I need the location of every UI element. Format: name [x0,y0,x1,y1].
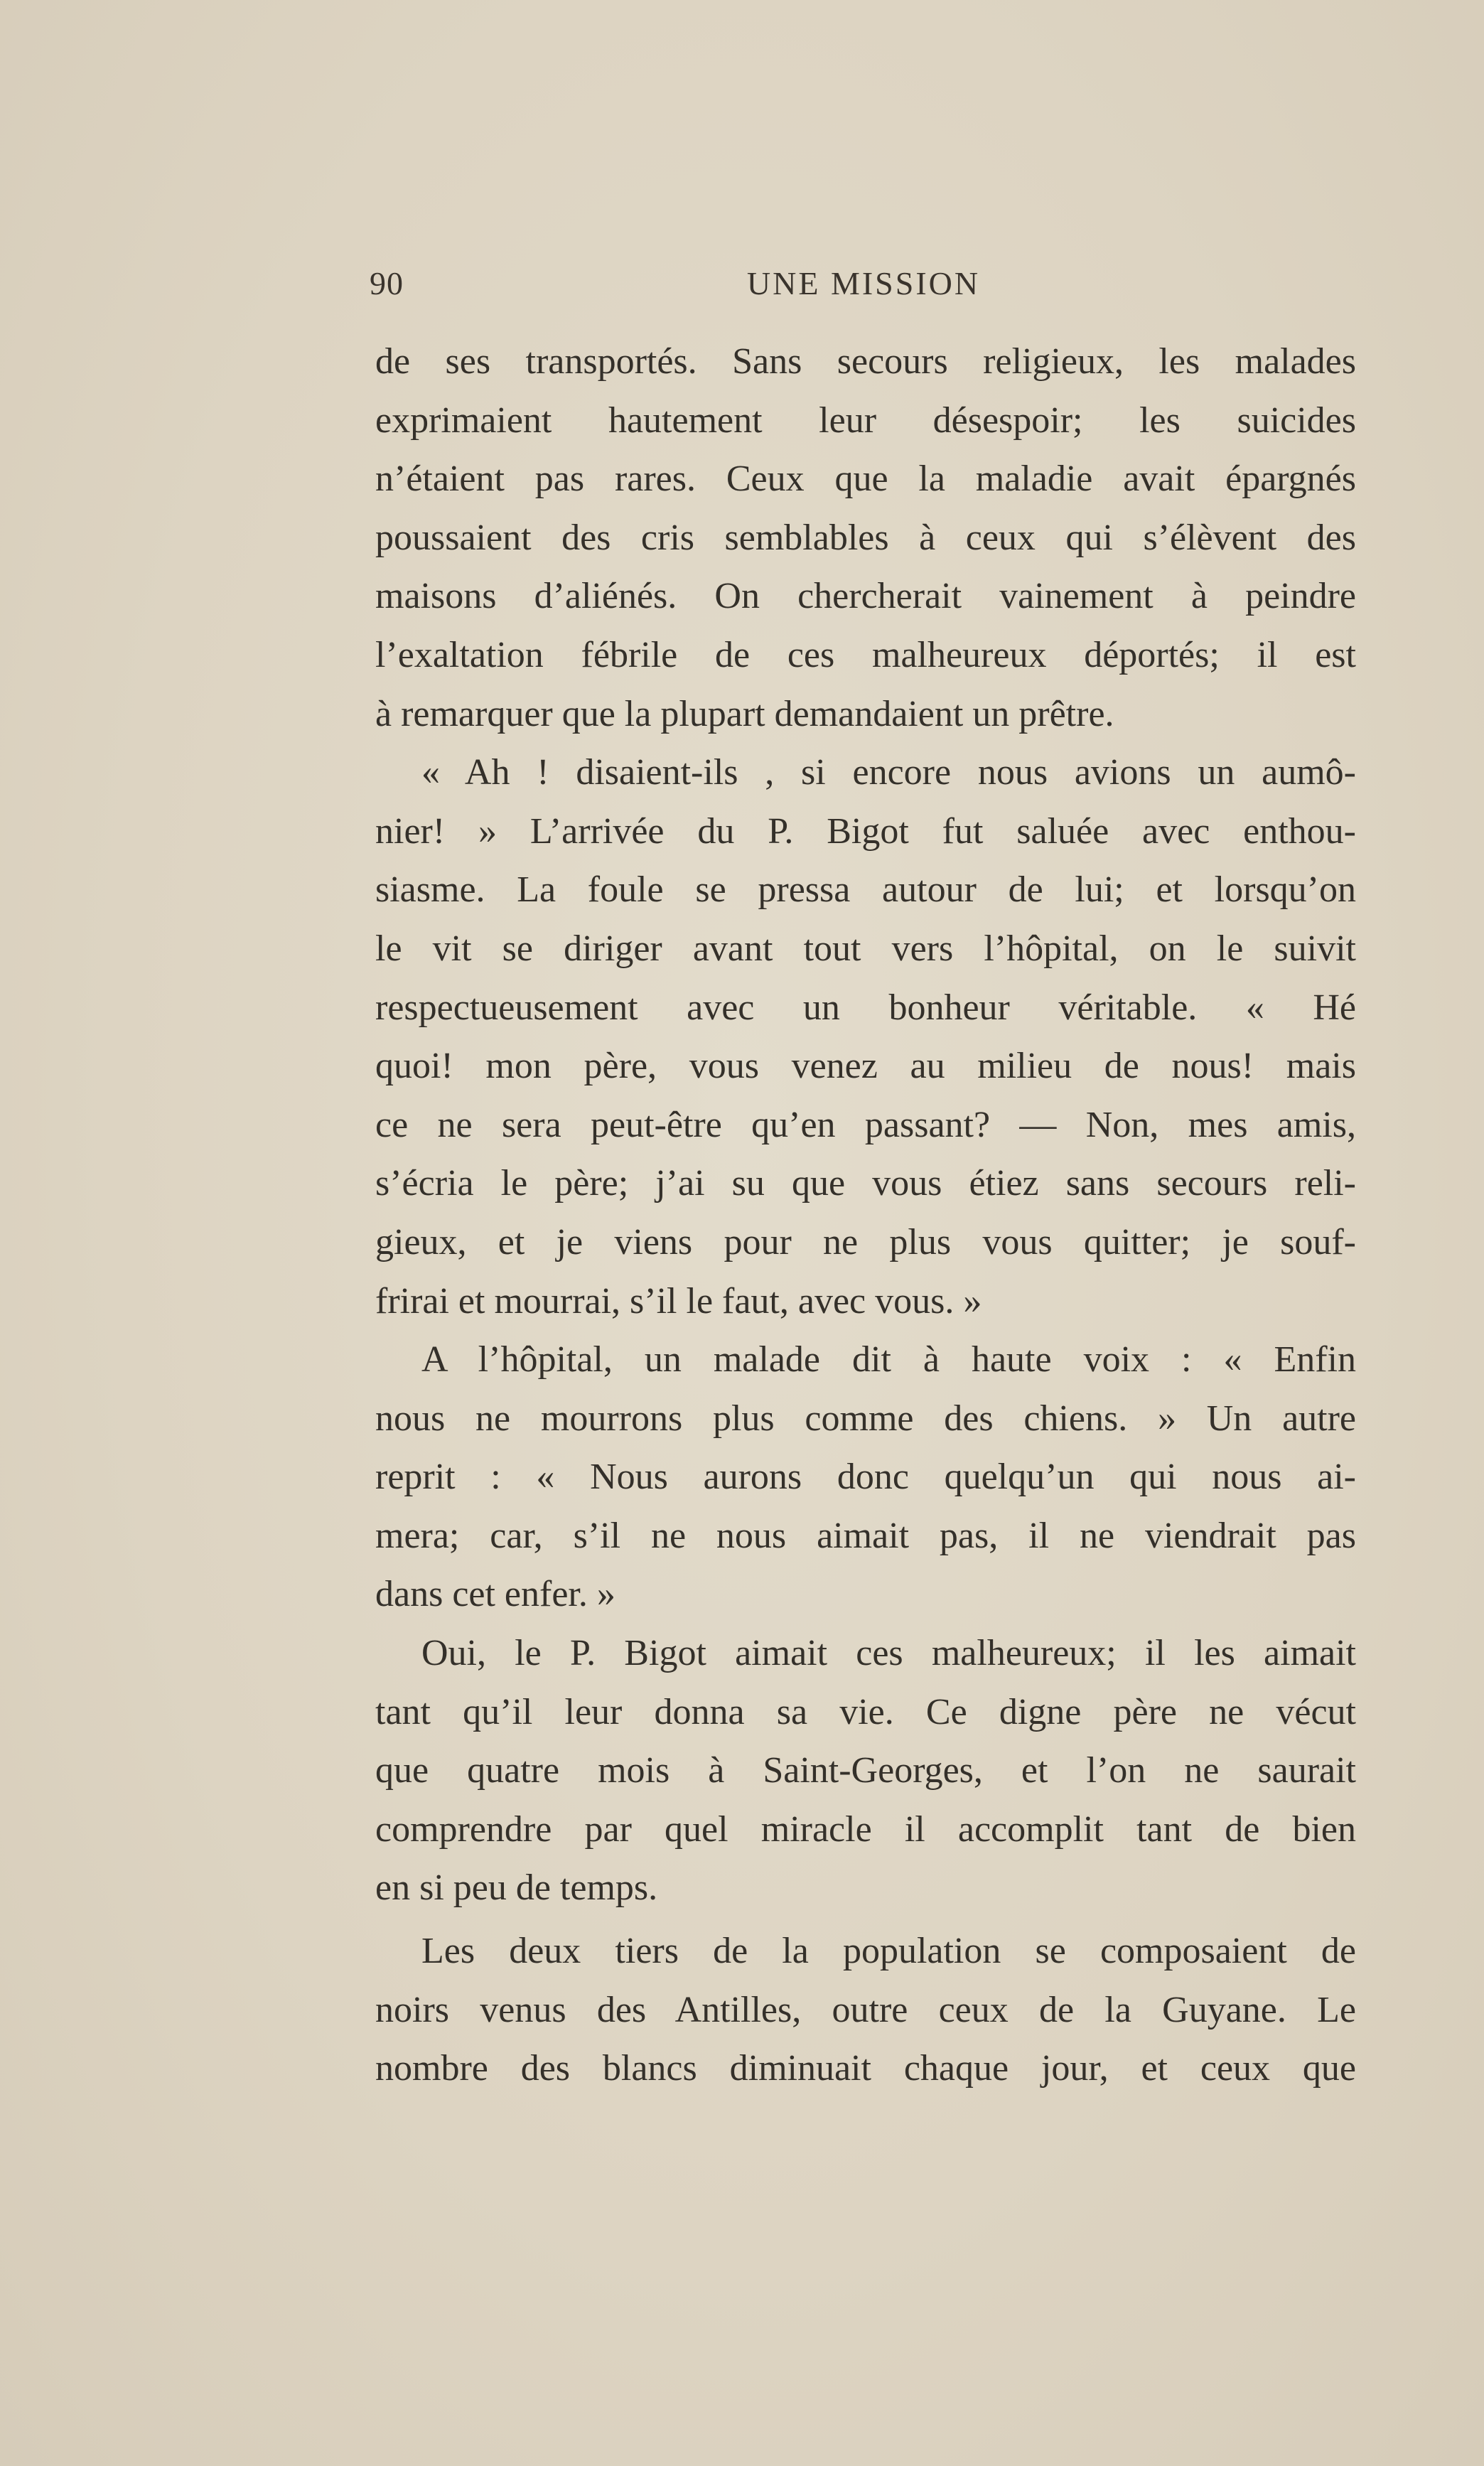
paragraph [375,1922,1356,2098]
text-line: tant qu’il leur donna sa vie. Ce digne père ne vécut [375,1691,1356,1732]
text-line: nombre des blancs diminuait chaque jour, et ceux que [375,2048,1356,2089]
text-line: s’écria le père; j’ai su que vous étiez sans secours reli- [375,1163,1356,1204]
text-line: frirai et mourrai, s’il le faut, avec vous. » [375,1280,982,1322]
text-line: le vit se diriger avant tout vers l’hôpital, on le suivit [375,928,1356,969]
text-line: en si peu de temps. [375,1867,658,1909]
text-line: dans cet enfer. » [375,1574,615,1615]
text-line: quoi! mon père, vous venez au milieu de nous! mais [375,1046,1356,1087]
text-line: à remarquer que la plupart demandaient un prêtre. [375,693,1114,734]
text-line: respectueusement avec un bonheur véritable. « Hé [375,987,1356,1028]
text-line: nous ne mourrons plus comme des chiens. » Un autre [375,1398,1356,1439]
text-line: que quatre mois à Saint-Georges, et l’on ne saurait [375,1750,1356,1791]
text-line: siasme. La foule se pressa autour de lui; et lorsqu’on [375,869,1356,911]
body-text [375,333,1356,2098]
text-line: reprit : « Nous aurons donc quelqu’un qui nous ai- [375,1457,1356,1498]
text-line: A l’hôpital, un malade dit à haute voix : « Enfin [421,1339,1356,1381]
paragraph [375,1624,1356,1918]
paragraph [375,333,1356,744]
text-line: l’exaltation fébrile de ces malheureux déportés; il est [375,634,1356,675]
text-line: n’étaient pas rares. Ceux que la maladie avait épargnés [375,459,1356,500]
text-line: « Ah ! disaient-ils , si encore nous avions un aumô- [421,752,1356,793]
text-line: Les deux tiers de la population se composaient de [421,1931,1356,1972]
text-line: de ses transportés. Sans secours religieux, les malades [375,341,1356,382]
text-line: exprimaient hautement leur désespoir; les suicides [375,400,1356,441]
page-number: 90 [370,265,404,301]
text-line: maisons d’aliénés. On chercherait vainement à peindre [375,576,1356,617]
text-line: poussaient des cris semblables à ceux qui s’élèvent des [375,517,1356,558]
text-line: gieux, et je viens pour ne plus vous quitter; je souf- [375,1221,1356,1263]
page-header [370,264,1357,314]
paragraph [375,744,1356,1331]
text-line: ce ne sera peut-être qu’en passant? — Non, mes amis, [375,1104,1356,1145]
running-head: UNE MISSION [746,265,981,301]
text-line: noirs venus des Antilles, outre ceux de la Guyane. Le [375,1989,1356,2030]
text-line: mera; car, s’il ne nous aimait pas, il ne viendrait pas [375,1515,1356,1556]
paragraph [375,1331,1356,1624]
text-line: nier! » L’arrivée du P. Bigot fut saluée avec enthou- [375,810,1356,852]
text-line: comprendre par quel miracle il accomplit tant de bien [375,1808,1356,1850]
text-line: Oui, le P. Bigot aimait ces malheureux; il les aimait [421,1633,1356,1674]
